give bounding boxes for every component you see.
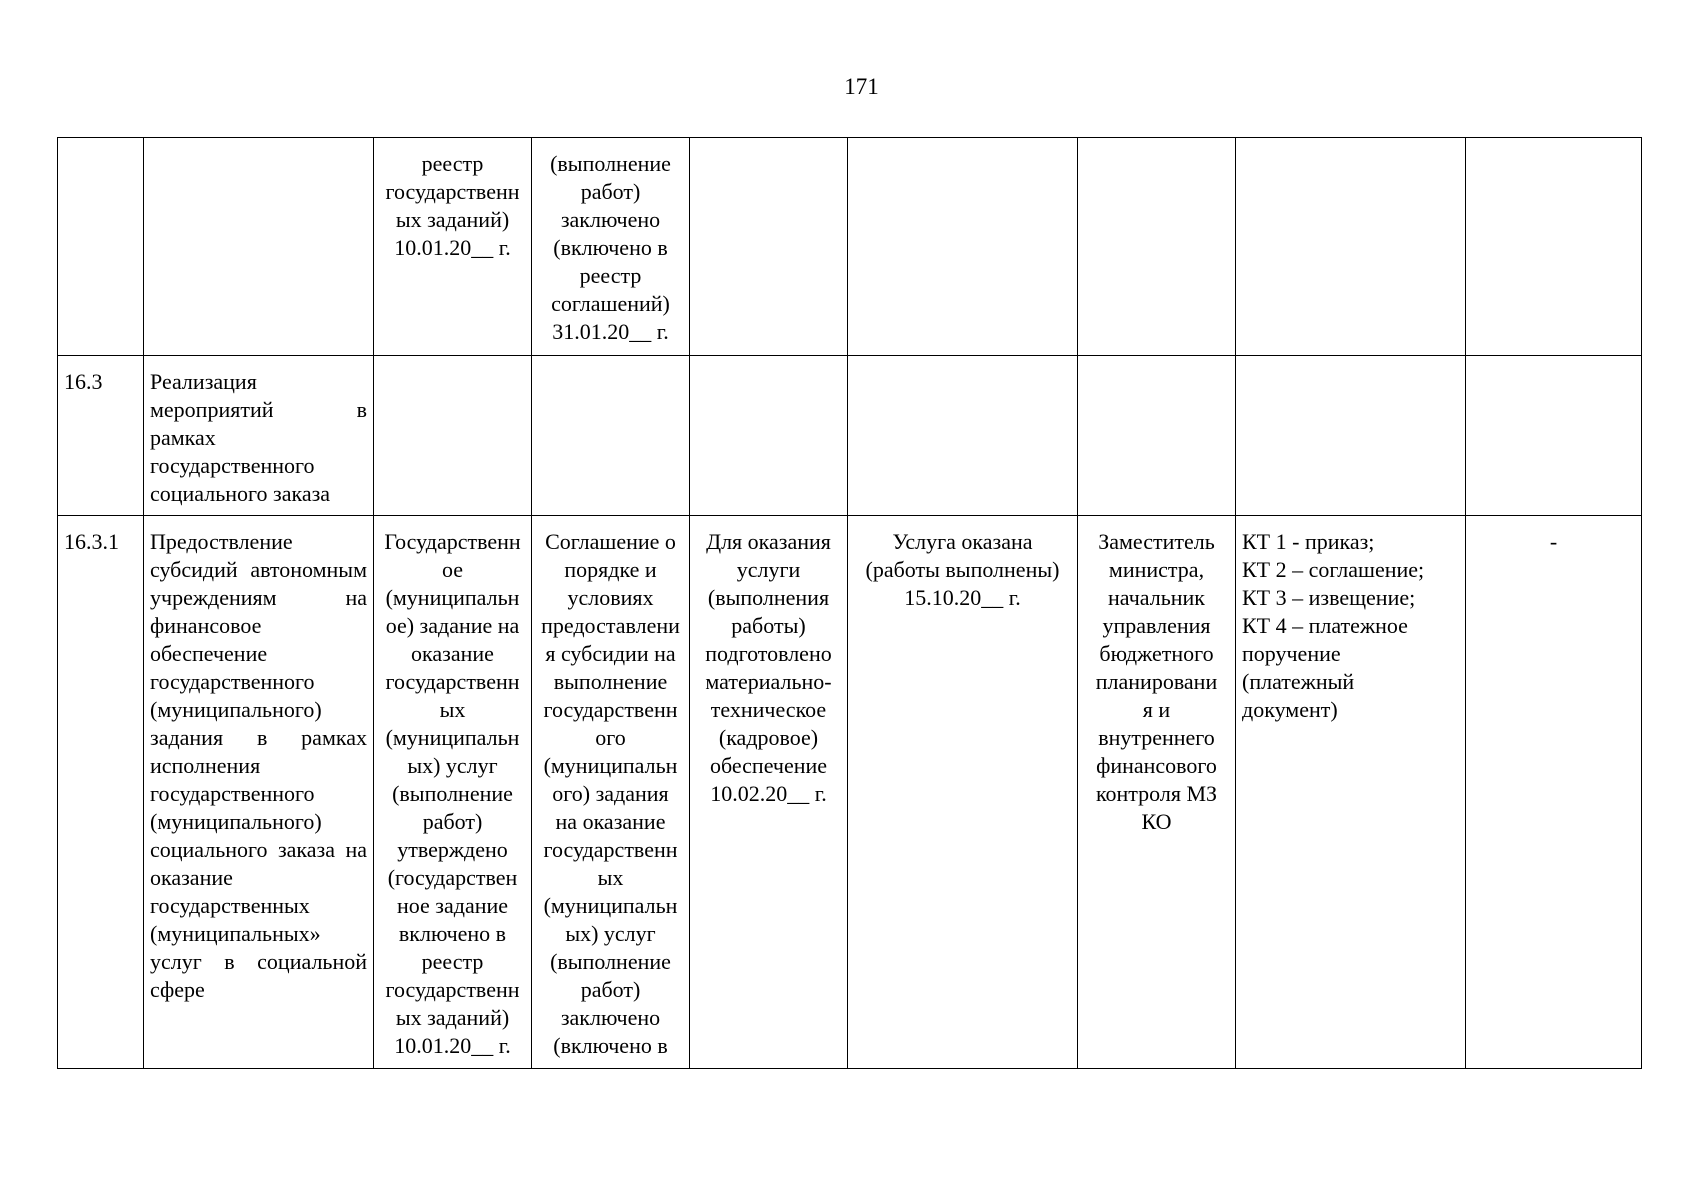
cell-name: [144, 138, 374, 356]
table-row-16-3: [58, 356, 1642, 516]
cell-responsible: [1078, 356, 1236, 516]
table-row-continuation: [58, 138, 1642, 356]
cell-documents: [1236, 138, 1466, 356]
cell-control-point-3: [690, 138, 848, 356]
cell-control-point-2: [532, 356, 690, 516]
cell-num: 16.3.1: [58, 516, 144, 1069]
cell-control-point-1: реестр государственн ых заданий) 10.01.20__ г.: [374, 138, 532, 356]
cell-documents: [1236, 356, 1466, 516]
cell-notes: [1466, 138, 1642, 356]
cell-num: 16.3: [58, 356, 144, 516]
plan-table: [57, 137, 1642, 1069]
cell-responsible: Заместитель министра, начальник управления бюджетного планировани я и внутреннего финансового контроля МЗ КО: [1078, 516, 1236, 1069]
name-line-2: мероприятий в: [150, 397, 367, 422]
cell-name: Предоствление субсидий автономным учреждениям на финансовое обеспечение государственного (муниципального) задания в рамках исполнения государственного (муниципального) социального заказа на оказание государственных (муниципальных» услуг в социальной сфере: [144, 516, 374, 1069]
page-number: 171: [844, 74, 879, 99]
cell-control-point-4: [848, 138, 1078, 356]
cell-documents: КТ 1 - приказ; КТ 2 – соглашение; КТ 3 – извещение; КТ 4 – платежное поручение (платежный документ): [1236, 516, 1466, 1069]
cell-control-point-1: Государственн ое (муниципальн ое) задание на оказание государственн ых (муниципальн ых) услуг (выполнение работ) утверждено (государствен ное задание включено в реестр государственн ых заданий) 10.01.20__ г.: [374, 516, 532, 1069]
cell-control-point-3: Для оказания услуги (выполнения работы) подготовлено материально- техническое (кадровое) обеспечение 10.02.20__ г.: [690, 516, 848, 1069]
name-line-1: Реализация: [150, 369, 257, 394]
cell-num: [58, 138, 144, 356]
cell-control-point-2: (выполнение работ) заключено (включено в реестр соглашений) 31.01.20__ г.: [532, 138, 690, 356]
cell-control-point-1: [374, 356, 532, 516]
cell-control-point-3: [690, 356, 848, 516]
name-rest: рамках государственного социального заказа: [150, 425, 331, 506]
cell-control-point-2: Соглашение о порядке и условиях предоставлени я субсидии на выполнение государственн ого (муниципальн ого) задания на оказание государственн ых (муниципальн ых) услуг (выполнение работ) заключено (включено в: [532, 516, 690, 1069]
cell-name: [144, 356, 374, 516]
cell-notes: -: [1466, 516, 1642, 1069]
cell-control-point-4: [848, 356, 1078, 516]
cell-notes: [1466, 356, 1642, 516]
cell-responsible: [1078, 138, 1236, 356]
cell-control-point-4: Услуга оказана (работы выполнены) 15.10.20__ г.: [848, 516, 1078, 1069]
table-row-16-3-1: [58, 516, 1642, 1069]
